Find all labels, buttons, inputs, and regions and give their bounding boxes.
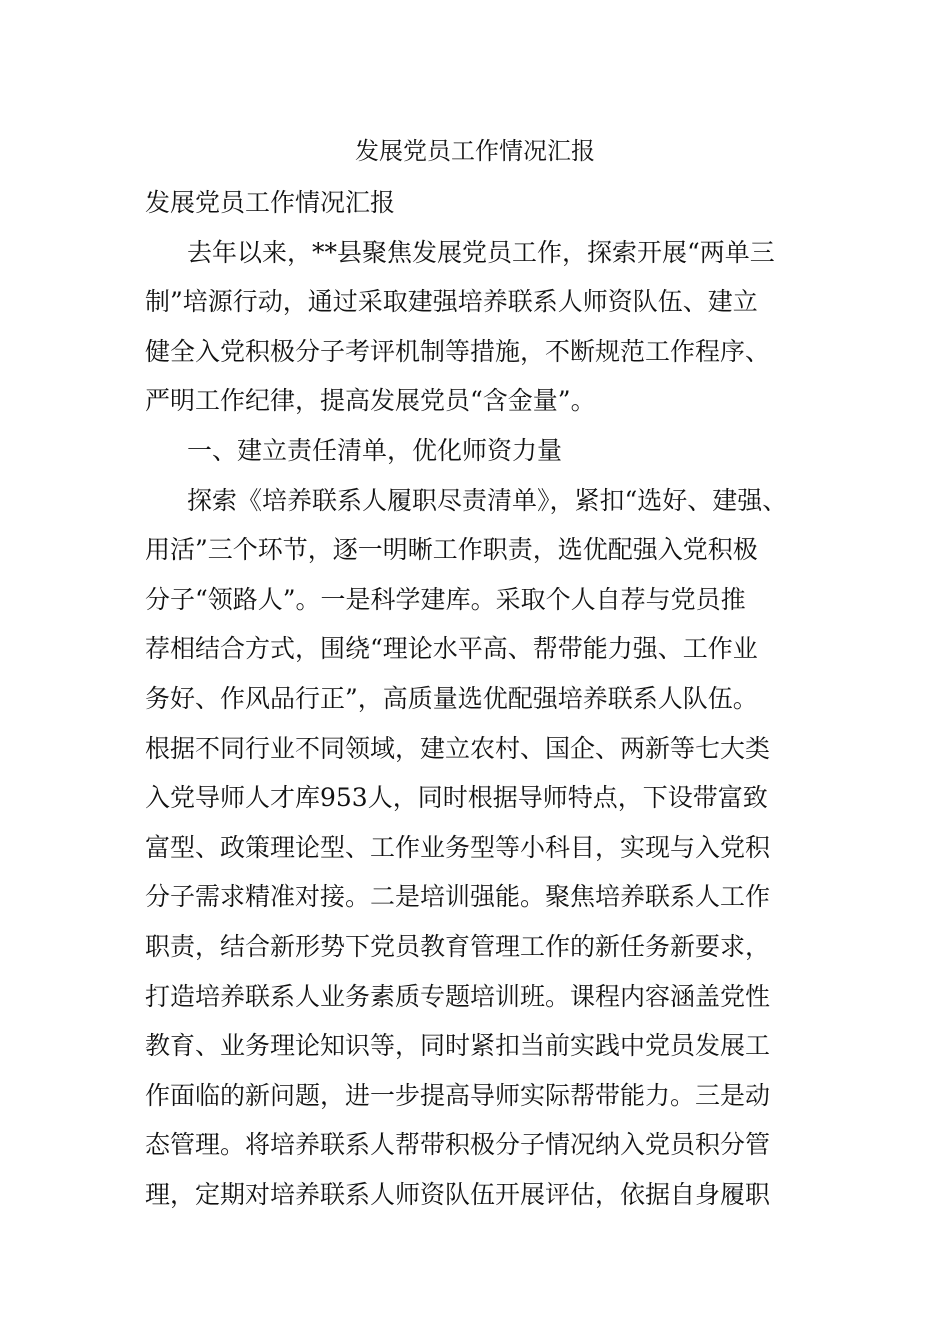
paragraph-line: 作面临的新问题，进一步提高导师实际帮带能力。三是动 — [145, 1080, 771, 1110]
paragraph-line: 用活”三个环节，逐一明晰工作职责，选优配强入党积极 — [145, 535, 758, 565]
document-body — [145, 178, 825, 1219]
paragraph-line: 制”培源行动，通过采取建强培养联系人师资队伍、建立 — [145, 287, 758, 317]
document-title: 发展党员工作情况汇报 — [355, 137, 595, 165]
paragraph-line: 富型、政策理论型、工作业务型等小科目，实现与入党积 — [145, 832, 771, 862]
paragraph-line: 荐相结合方式，围绕“理论水平高、帮带能力强、工作业 — [145, 634, 758, 664]
section-heading: 一、建立责任清单，优化师资力量 — [187, 435, 563, 465]
paragraph-line: 探索《培养联系人履职尽责清单》，紧扣“选好、建强、 — [187, 485, 788, 515]
paragraph-line: 打造培养联系人业务素质专题培训班。课程内容涵盖党性 — [145, 981, 771, 1011]
paragraph-line: 入党导师人才库953人，同时根据导师特点，下设带富致 — [145, 783, 768, 813]
paragraph-line: 理，定期对培养联系人师资队伍开展评估，依据自身履职 — [145, 1179, 771, 1209]
paragraph-line: 务好、作风品行正”，高质量选优配强培养联系人队伍。 — [145, 683, 758, 713]
paragraph-line: 分子“领路人”。一是科学建库。采取个人自荐与党员推 — [145, 584, 746, 614]
paragraph-line: 态管理。将培养联系人帮带积极分子情况纳入党员积分管 — [145, 1130, 771, 1160]
paragraph-line: 健全入党积极分子考评机制等措施，不断规范工作程序、 — [145, 336, 771, 366]
paragraph-line: 职责，结合新形势下党员教育管理工作的新任务新要求， — [145, 931, 771, 961]
paragraph-line: 去年以来，**县聚焦发展党员工作，探索开展“两单三 — [187, 237, 775, 267]
paragraph-line: 根据不同行业不同领域，建立农村、国企、两新等七大类 — [145, 733, 771, 763]
paragraph-line: 严明工作纪律，提高发展党员“含金量”。 — [145, 386, 596, 416]
paragraph-line: 分子需求精准对接。二是培训强能。聚焦培养联系人工作 — [145, 882, 771, 912]
body-heading-line: 发展党员工作情况汇报 — [145, 188, 396, 217]
paragraph-line: 教育、业务理论知识等，同时紧扣当前实践中党员发展工 — [145, 1031, 771, 1061]
